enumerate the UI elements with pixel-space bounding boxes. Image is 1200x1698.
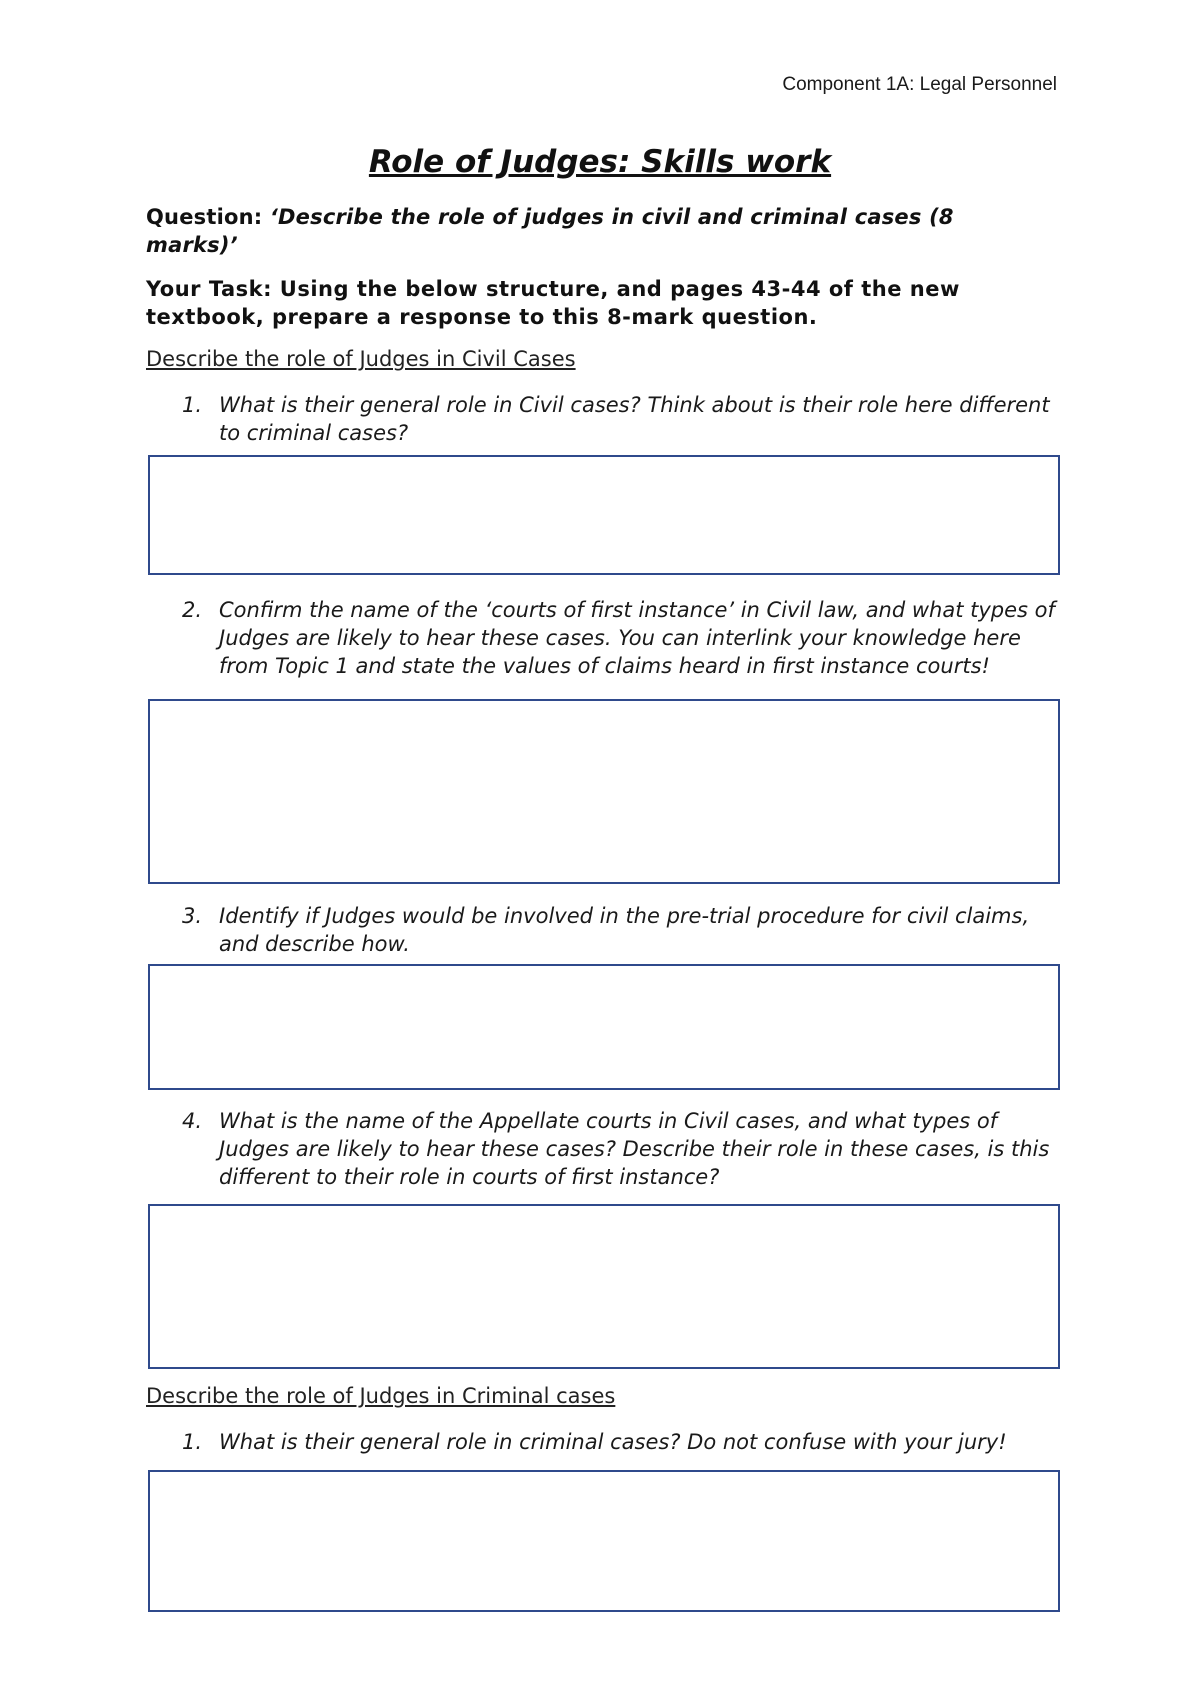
item-text: What is their general role in Civil cases? Think about is their role here different to criminal cases? bbox=[219, 393, 1050, 445]
question-block bbox=[146, 203, 1026, 259]
civil-question-1 bbox=[146, 391, 1066, 447]
question-text: ‘Describe the role of judges in civil and criminal cases (8 marks)’ bbox=[146, 205, 954, 257]
answer-box-civil-2[interactable] bbox=[148, 699, 1060, 884]
page-header: Component 1A: Legal Personnel bbox=[782, 74, 1057, 95]
answer-box-criminal-1[interactable] bbox=[148, 1470, 1060, 1612]
item-number: 1. bbox=[182, 1430, 203, 1454]
civil-question-3 bbox=[146, 902, 1066, 958]
question-label: Question: bbox=[146, 205, 270, 229]
item-text: Identify if Judges would be involved in the pre-trial procedure for civil claims, and describe how. bbox=[219, 904, 1030, 956]
criminal-section-heading: Describe the role of Judges in Criminal cases bbox=[146, 1384, 616, 1408]
answer-box-civil-3[interactable] bbox=[148, 964, 1060, 1090]
item-number: 3. bbox=[182, 904, 203, 928]
civil-section-heading: Describe the role of Judges in Civil Cases bbox=[146, 347, 576, 371]
answer-box-civil-4[interactable] bbox=[148, 1204, 1060, 1369]
item-text: What is their general role in criminal cases? Do not confuse with your jury! bbox=[219, 1430, 1007, 1454]
civil-question-2 bbox=[146, 596, 1066, 696]
page-title: Role of Judges: Skills work bbox=[368, 144, 832, 180]
item-number: 1. bbox=[182, 393, 203, 417]
item-text: Confirm the name of the ‘courts of first instance’ in Civil law, and what types of Judges are likely to hear these cases. You can interlink your knowledge here from Topic 1 and state the values of claims heard in first instance courts! bbox=[219, 598, 1055, 678]
civil-question-4 bbox=[146, 1107, 1066, 1191]
item-number: 4. bbox=[182, 1109, 203, 1133]
item-text: What is the name of the Appellate courts in Civil cases, and what types of Judges are likely to hear these cases? Describe their role in these cases, is this different to their role in courts of first instance? bbox=[219, 1109, 1050, 1189]
criminal-question-1 bbox=[146, 1428, 1066, 1456]
task-instructions: Your Task: Using the below structure, and pages 43-44 of the new textbook, prepare a response to this 8-mark question. bbox=[146, 277, 960, 329]
answer-box-civil-1[interactable] bbox=[148, 455, 1060, 575]
item-number: 2. bbox=[182, 598, 203, 622]
